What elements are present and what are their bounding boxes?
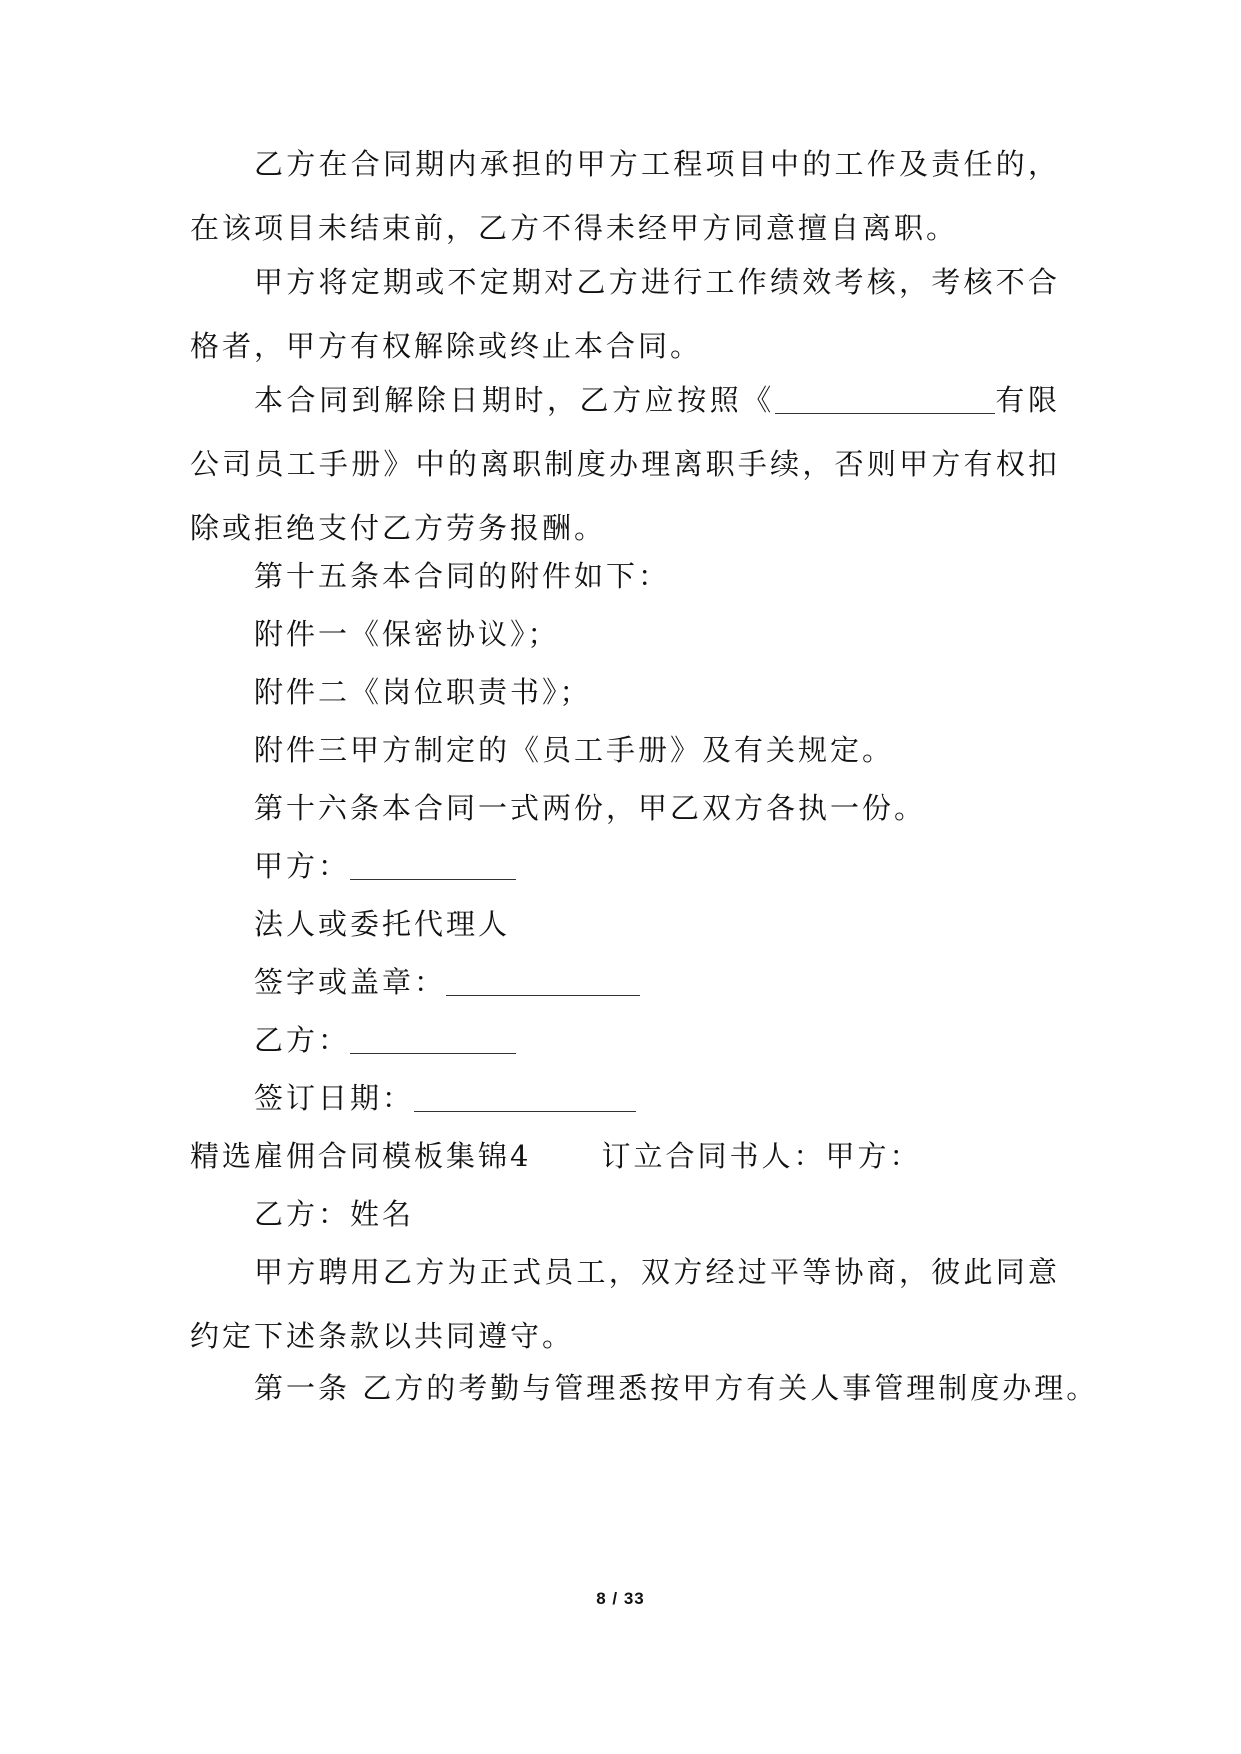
party-a-signature-line — [254, 834, 516, 898]
date-blank — [414, 1081, 636, 1112]
paragraph-performance-review: 甲方将定期或不定期对乙方进行工作绩效考核，考核不合格者，甲方有权解除或终止本合同。 — [190, 265, 1060, 363]
section-title: 精选雇佣合同模板集锦4 — [190, 1139, 532, 1173]
party-a-label: 甲方： — [254, 849, 351, 883]
paragraph-project-responsibility: 乙方在合同期内承担的甲方工程项目中的工作及责任的，在该项目未结束前，乙方不得未经甲方同意擅自离职。 — [190, 147, 1060, 245]
party-b-blank — [350, 1023, 516, 1054]
sign-or-seal-line — [254, 950, 640, 1014]
article-15: 第十五条本合同的附件如下： — [254, 559, 671, 593]
sign-label: 签字或盖章： — [254, 965, 447, 999]
article-1: 第一条 乙方的考勤与管理悉按甲方有关人事管理制度办理。 — [254, 1371, 1099, 1405]
termination-text-start: 本合同到解除日期时，乙方应按照《 — [254, 383, 775, 417]
party-b-name: 乙方：姓名 — [254, 1197, 415, 1231]
signing-date-line — [254, 1066, 636, 1130]
paragraph-termination-procedure — [190, 368, 1060, 560]
attachment-2: 附件二《岗位职责书》； — [254, 675, 592, 709]
termination-text-end: 有限公司员工手册》中的离职制度办理离职手续，否则甲方有权扣除或拒绝支付乙方劳务报酬。 — [190, 383, 1060, 545]
attachment-3: 附件三甲方制定的《员工手册》及有关规定。 — [254, 733, 895, 767]
attachment-1: 附件一《保密协议》； — [254, 617, 560, 651]
date-label: 签订日期： — [254, 1081, 415, 1115]
page-number: 8 / 33 — [596, 1589, 645, 1608]
article-16: 第十六条本合同一式两份，甲乙双方各执一份。 — [254, 791, 927, 825]
paragraph-employment-agreement: 甲方聘用乙方为正式员工，双方经过平等协商，彼此同意约定下述条款以共同遵守。 — [190, 1255, 1060, 1353]
legal-representative: 法人或委托代理人 — [254, 907, 511, 941]
contracting-parties-label: 订立合同书人：甲方： — [601, 1139, 922, 1173]
company-name-blank — [775, 383, 995, 414]
party-a-blank — [350, 849, 516, 880]
party-b-signature-line — [254, 1008, 516, 1072]
party-b-label: 乙方： — [254, 1023, 351, 1057]
section-title-line — [190, 1124, 921, 1188]
sign-blank — [446, 965, 640, 996]
